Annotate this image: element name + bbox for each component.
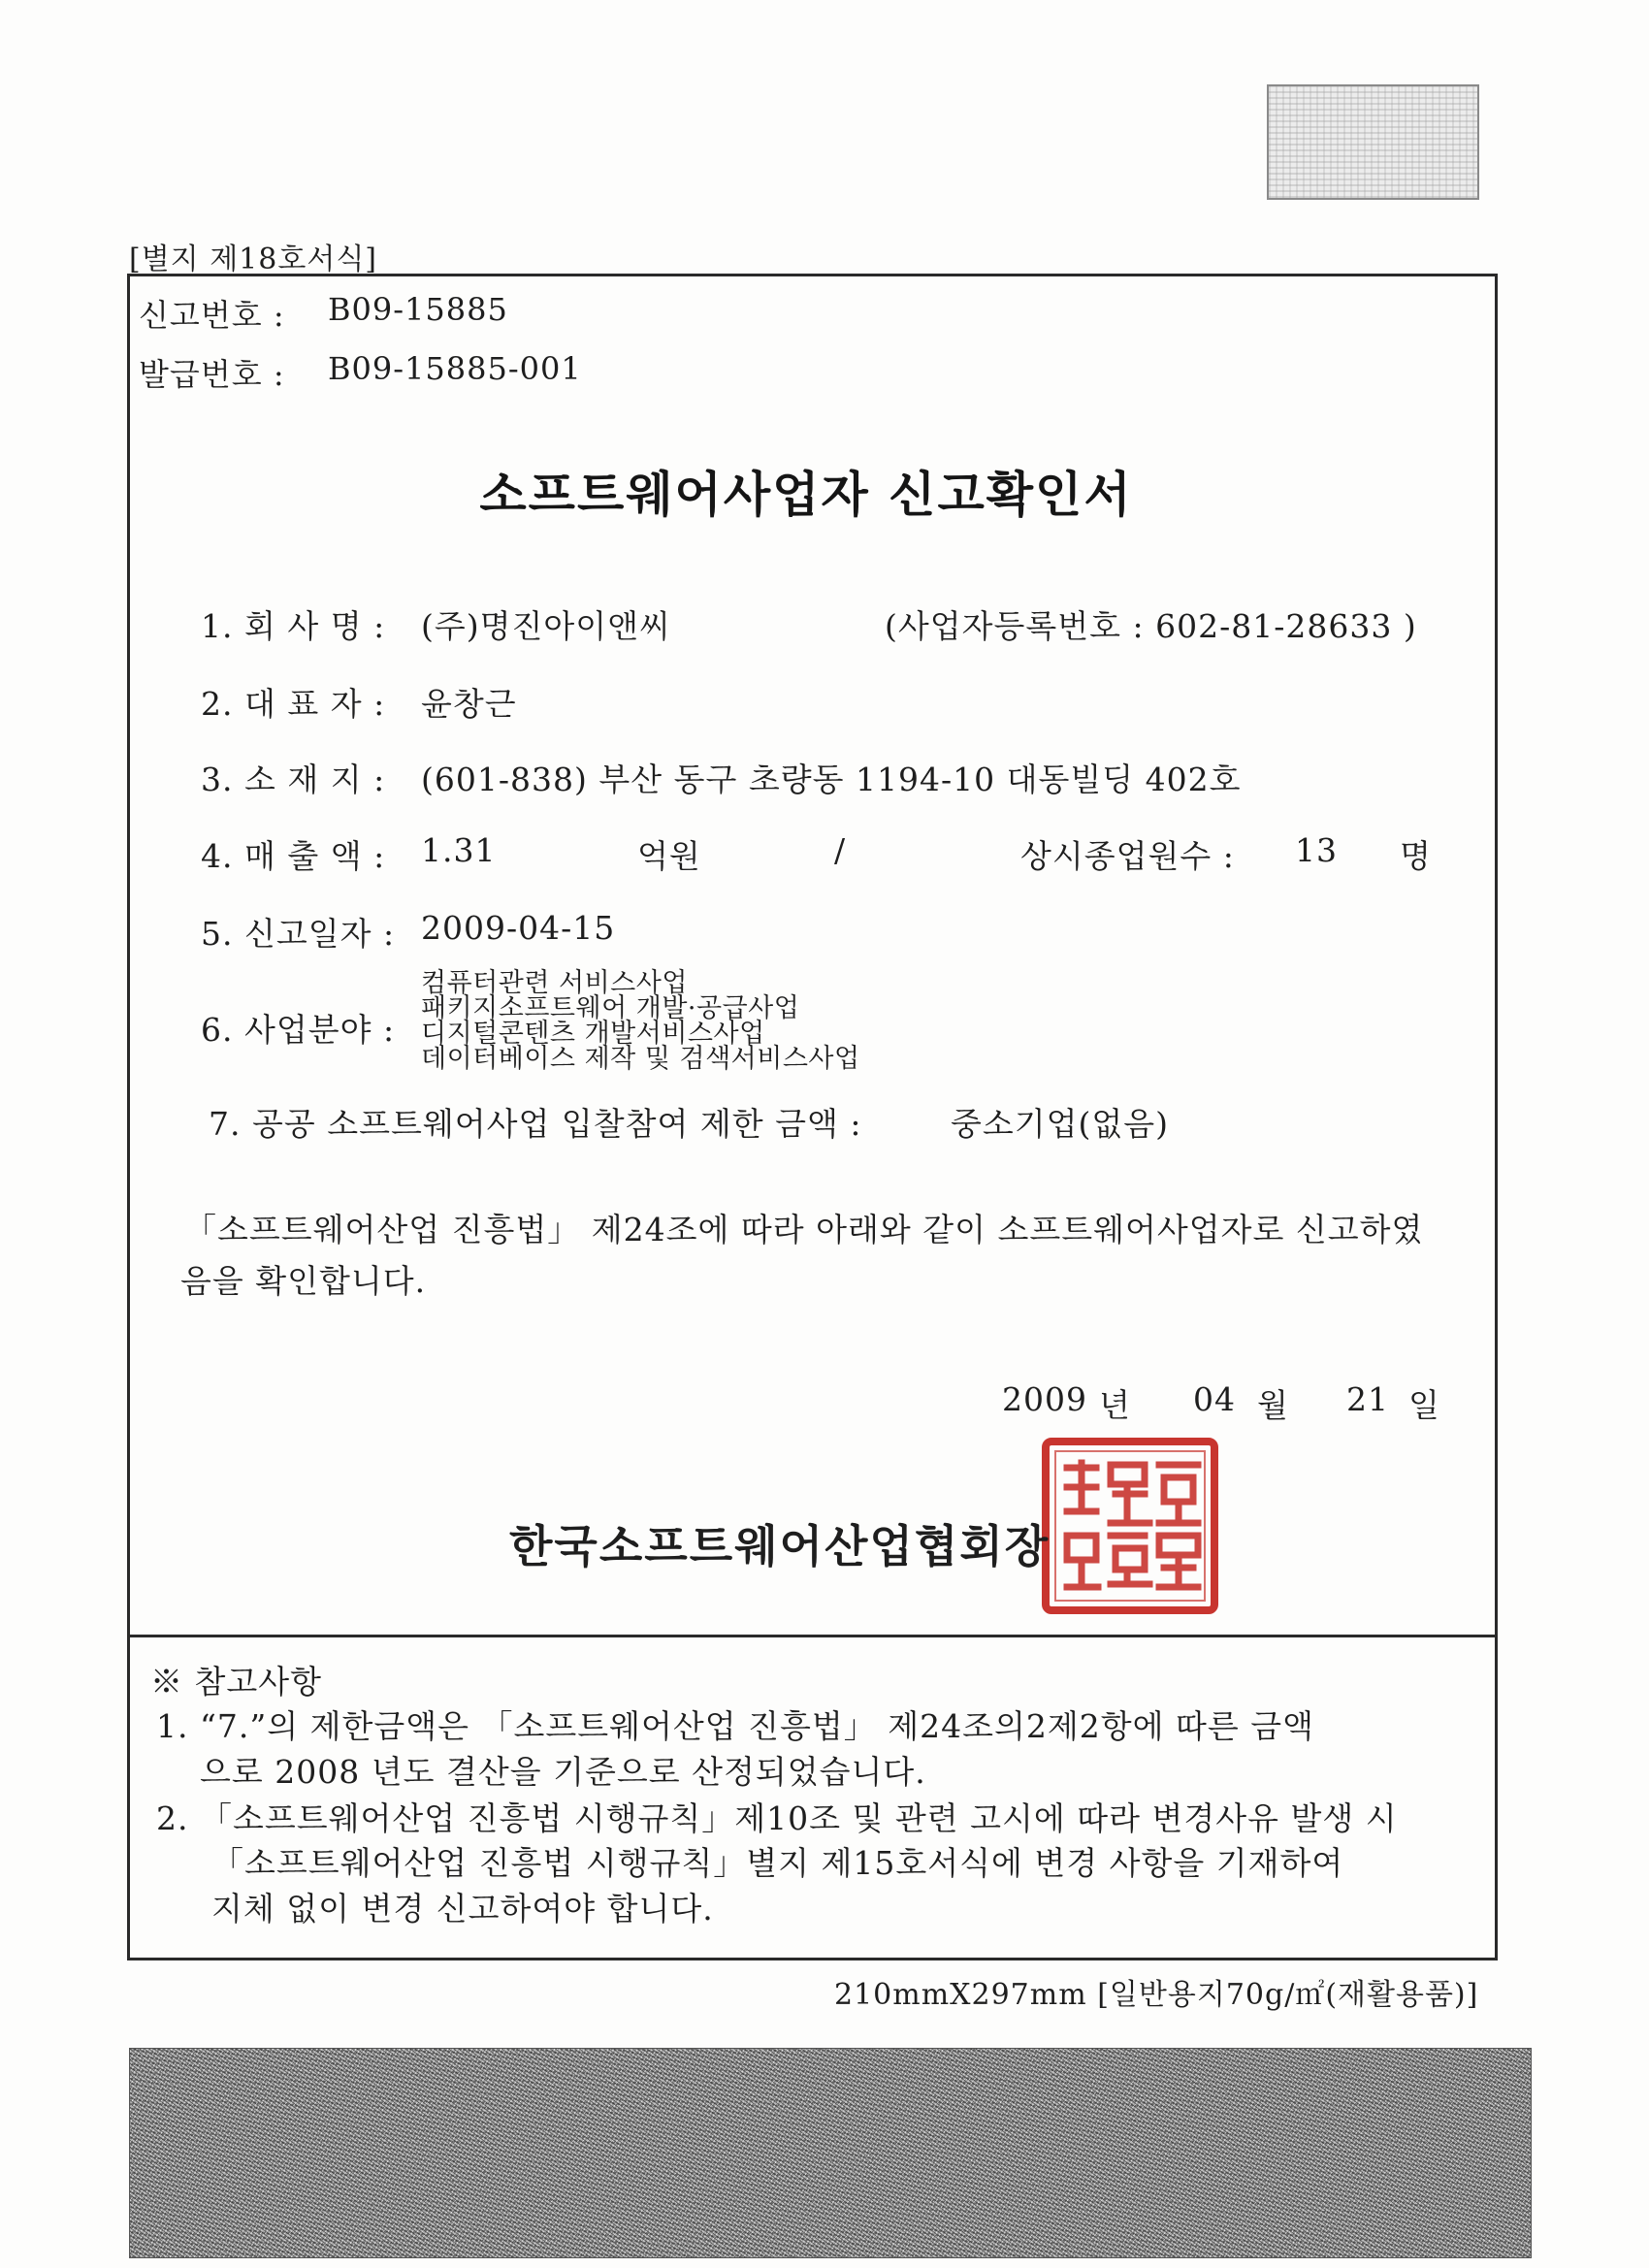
business-fields-label: 6. 사업분야 : <box>201 1011 396 1049</box>
address-label: 3. 소 재 지 : <box>201 761 386 798</box>
paper-specification: 210mmX297mm [일반용지70g/㎡(재활용품)] <box>834 1978 1479 2012</box>
business-field-item: 데이터베이스 제작 및 검색서비스사업 <box>421 1044 860 1074</box>
issue-number: B09-15885-001 <box>328 350 582 387</box>
issue-day: 21 <box>1346 1380 1389 1418</box>
report-date-label: 5. 신고일자 : <box>201 915 396 953</box>
note-line: 1. “7.”의 제한금액은 「소프트웨어산업 진흥법」 제24조의2제2항에 따른 금액 <box>156 1707 1314 1745</box>
note-line: 2. 「소프트웨어산업 진흥법 시행규칙」제10조 및 관련 고시에 따라 변경사유 발생 시 <box>156 1799 1398 1837</box>
issue-month: 04 <box>1193 1380 1236 1418</box>
statement-line: 「소프트웨어산업 진흥법」 제24조에 따라 아래와 같이 소프트웨어사업자로 신고하였 <box>184 1211 1424 1248</box>
official-seal <box>1038 1434 1222 1618</box>
notes-divider <box>127 1635 1498 1637</box>
report-date: 2009-04-15 <box>421 909 616 947</box>
security-hologram <box>1267 84 1479 200</box>
note-line: 으로 2008 년도 결산을 기준으로 산정되었습니다. <box>200 1753 926 1791</box>
security-pattern-band <box>129 2048 1532 2258</box>
company-label: 1. 회 사 명 : <box>201 607 386 645</box>
business-registration-number: (사업자등록번호 : 602-81-28633 ) <box>885 607 1417 645</box>
employees-label: 상시종업원수 : <box>1020 837 1235 875</box>
bid-limit-label: 7. 공공 소프트웨어사업 입찰참여 제한 금액 : <box>209 1105 862 1143</box>
note-line: 지체 없이 변경 신고하여야 합니다. <box>211 1890 714 1928</box>
issuer-name: 한국소프트웨어산업협회장 <box>509 1520 1051 1572</box>
report-number-label: 신고번호 : <box>139 297 285 334</box>
document-title: 소프트웨어사업자 신고확인서 <box>479 467 1133 523</box>
ceo-name: 윤창근 <box>421 685 517 723</box>
notes-heading: ※ 참고사항 <box>150 1663 323 1701</box>
note-line: 「소프트웨어산업 진흥법 시행규칙」별지 제15호서식에 변경 사항을 기재하여 <box>211 1844 1344 1882</box>
issue-year-unit: 년 <box>1099 1386 1131 1424</box>
address: (601-838) 부산 동구 초량동 1194-10 대동빌딩 402호 <box>421 761 1242 798</box>
report-number: B09-15885 <box>328 291 508 328</box>
sales-label: 4. 매 출 액 : <box>201 837 386 875</box>
business-field-item: 디지털콘텐츠 개발서비스사업 <box>421 1019 765 1049</box>
sales-value: 1.31 <box>421 831 497 869</box>
issue-day-unit: 일 <box>1408 1386 1440 1424</box>
issue-month-unit: 월 <box>1257 1386 1289 1424</box>
issue-year: 2009 <box>1002 1380 1087 1418</box>
sales-separator: / <box>834 831 847 869</box>
company-name: (주)명진아이앤씨 <box>421 607 671 645</box>
issue-number-label: 발급번호 : <box>139 356 285 393</box>
ceo-label: 2. 대 표 자 : <box>201 685 386 723</box>
business-field-item: 컴퓨터관련 서비스사업 <box>421 968 688 998</box>
sales-unit: 억원 <box>637 837 701 875</box>
business-field-item: 패키지소프트웨어 개발·공급사업 <box>421 993 800 1023</box>
bid-limit-value: 중소기업(없음) <box>951 1105 1170 1143</box>
form-label: [별지 제18호서식] <box>129 243 377 276</box>
employees-value: 13 <box>1295 831 1338 869</box>
employees-unit: 명 <box>1400 837 1432 875</box>
statement-line: 음을 확인합니다. <box>180 1262 427 1300</box>
